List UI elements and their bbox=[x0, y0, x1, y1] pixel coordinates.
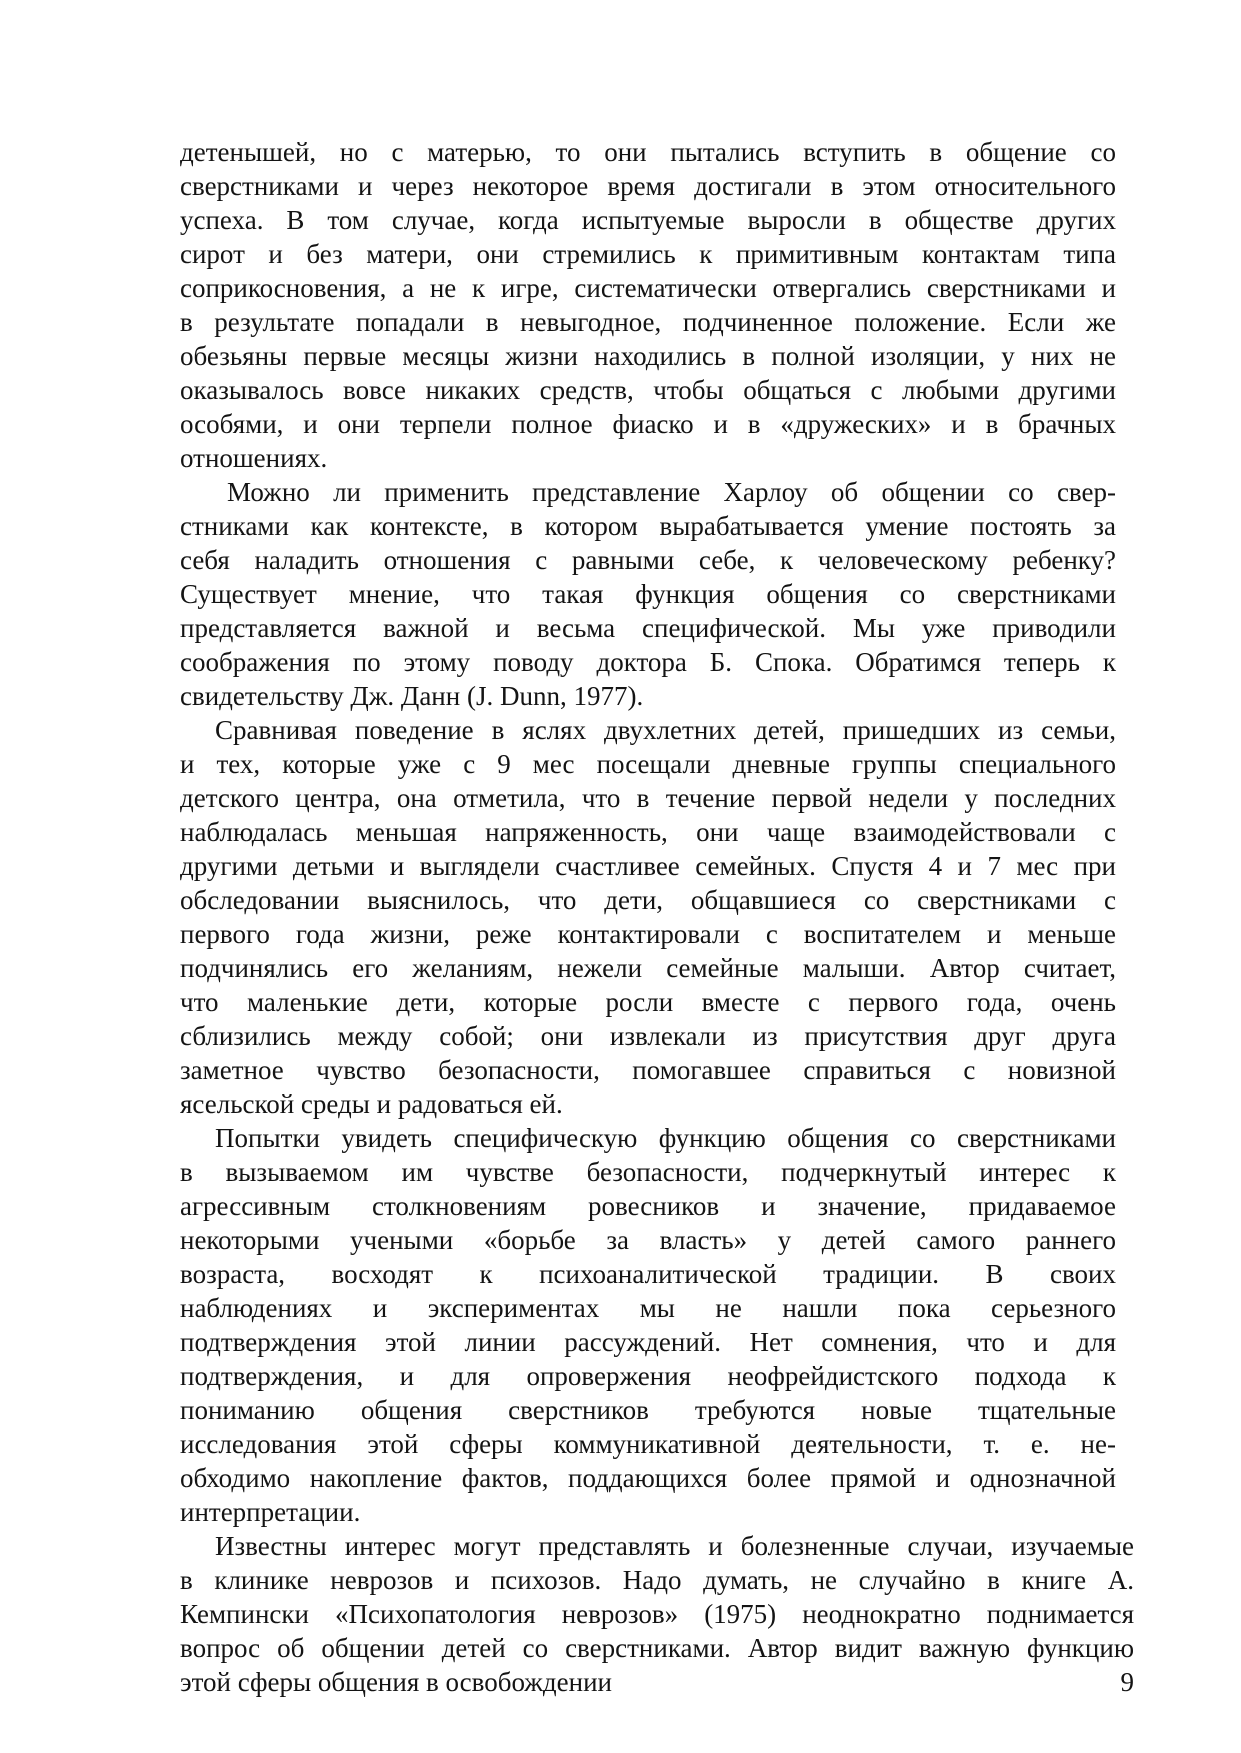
text-line: соприкосновения, а не к игре, систематически отвергались сверстниками и bbox=[180, 273, 1116, 303]
text-line: Существует мнение, что такая функция общения со сверстниками bbox=[180, 579, 1116, 609]
text-line: обследовании выяснилось, что дети, общавшиеся со сверстниками с bbox=[180, 885, 1116, 915]
text-line: подтверждения, и для опровержения неофрейдистского подхода к bbox=[180, 1361, 1116, 1391]
text-line: возраста, восходят к психоаналитической традиции. В своих bbox=[180, 1259, 1116, 1289]
text-line: что маленькие дети, которые росли вместе с первого года, очень bbox=[180, 987, 1116, 1017]
text-line: обезьяны первые месяцы жизни находились в полной изоляции, у них не bbox=[180, 341, 1116, 371]
text-line: отношениях. bbox=[180, 443, 328, 473]
text-line: заметное чувство безопасности, помогавшее справиться с новизной bbox=[180, 1055, 1116, 1085]
text-line: стниками как контексте, в котором вырабатывается умение постоять за bbox=[180, 511, 1116, 541]
paragraph bbox=[180, 135, 1116, 475]
paragraph bbox=[180, 1121, 1116, 1529]
paragraph bbox=[180, 1529, 1134, 1699]
text-line: подтверждения этой линии рассуждений. Нет сомнения, что и для bbox=[180, 1327, 1116, 1357]
text-line: пониманию общения сверстников требуются новые тщательные bbox=[180, 1395, 1116, 1425]
text-line: в результате попадали в невыгодное, подчиненное положение. Если же bbox=[180, 307, 1116, 337]
text-line: сирот и без матери, они стремились к примитивным контактам типа bbox=[180, 239, 1116, 269]
text-line: интерпретации. bbox=[180, 1497, 361, 1527]
text-line: детского центра, она отметила, что в течение первой недели у последних bbox=[180, 783, 1116, 813]
text-line: и тех, которые уже с 9 мес посещали дневные группы специального bbox=[180, 749, 1116, 779]
text-line: вопрос об общении детей со сверстниками. Автор видит важную функцию bbox=[180, 1633, 1134, 1663]
text-line: особями, и они терпели полное фиаско и в «дружеских» и в брачных bbox=[180, 409, 1116, 439]
paragraph bbox=[180, 475, 1116, 713]
text-line: себя наладить отношения с равными себе, к человеческому ребенку? bbox=[180, 545, 1116, 575]
text-line: свидетельству Дж. Данн (J. Dunn, 1977). bbox=[180, 681, 644, 711]
text-line: подчинялись его желаниям, нежели семейные малыши. Автор считает, bbox=[180, 953, 1116, 983]
text-line: представляется важной и весьма специфической. Мы уже приводили bbox=[180, 613, 1116, 643]
paragraph bbox=[180, 713, 1116, 1121]
text-line: Сравнивая поведение в яслях двухлетних детей, пришедших из семьи, bbox=[215, 715, 1116, 745]
text-line: Известны интерес могут представлять и болезненные случаи, изучаемые bbox=[215, 1531, 1134, 1561]
text-line: некоторыми учеными «борьбе за власть» у детей самого раннего bbox=[180, 1225, 1116, 1255]
text-line: ясельской среды и радоваться ей. bbox=[180, 1089, 563, 1119]
text-line: первого года жизни, реже контактировали с воспитателем и меньше bbox=[180, 919, 1116, 949]
text-line: наблюдениях и экспериментах мы не нашли пока серьезного bbox=[180, 1293, 1116, 1323]
text-line: детенышей, но с матерью, то они пытались вступить в общение со bbox=[180, 137, 1116, 167]
text-line: соображения по этому поводу доктора Б. Спока. Обратимся теперь к bbox=[180, 647, 1116, 677]
text-line: Кемпински «Психопатология неврозов» (1975) неоднократно поднимается bbox=[180, 1599, 1134, 1629]
text-line: наблюдалась меньшая напряженность, они чаще взаимодействовали с bbox=[180, 817, 1116, 847]
page-number: 9 bbox=[1120, 1667, 1134, 1697]
text-line: сверстниками и через некоторое время достигали в этом относительного bbox=[180, 171, 1116, 201]
text-line: в клинике неврозов и психозов. Надо думать, не случайно в книге А. bbox=[180, 1565, 1134, 1595]
text-line: исследования этой сферы коммуникативной деятельности, т. е. не- bbox=[180, 1429, 1116, 1459]
body-text bbox=[180, 135, 1134, 1699]
text-line: агрессивным столкновениям ровесников и значение, придаваемое bbox=[180, 1191, 1116, 1221]
text-line: другими детьми и выглядели счастливее семейных. Спустя 4 и 7 мес при bbox=[180, 851, 1116, 881]
text-line: Можно ли применить представление Харлоу об общении со свер- bbox=[227, 477, 1116, 507]
text-line: этой сферы общения в освобождении bbox=[180, 1667, 612, 1697]
text-line: оказывалось вовсе никаких средств, чтобы общаться с любыми другими bbox=[180, 375, 1116, 405]
text-line: сблизились между собой; они извлекали из присутствия друг друга bbox=[180, 1021, 1116, 1051]
text-line: успеха. В том случае, когда испытуемые выросли в обществе других bbox=[180, 205, 1116, 235]
text-line: в вызываемом им чувстве безопасности, подчеркнутый интерес к bbox=[180, 1157, 1116, 1187]
text-line: Попытки увидеть специфическую функцию общения со сверстниками bbox=[215, 1123, 1116, 1153]
text-line: обходимо накопление фактов, поддающихся более прямой и однозначной bbox=[180, 1463, 1116, 1493]
